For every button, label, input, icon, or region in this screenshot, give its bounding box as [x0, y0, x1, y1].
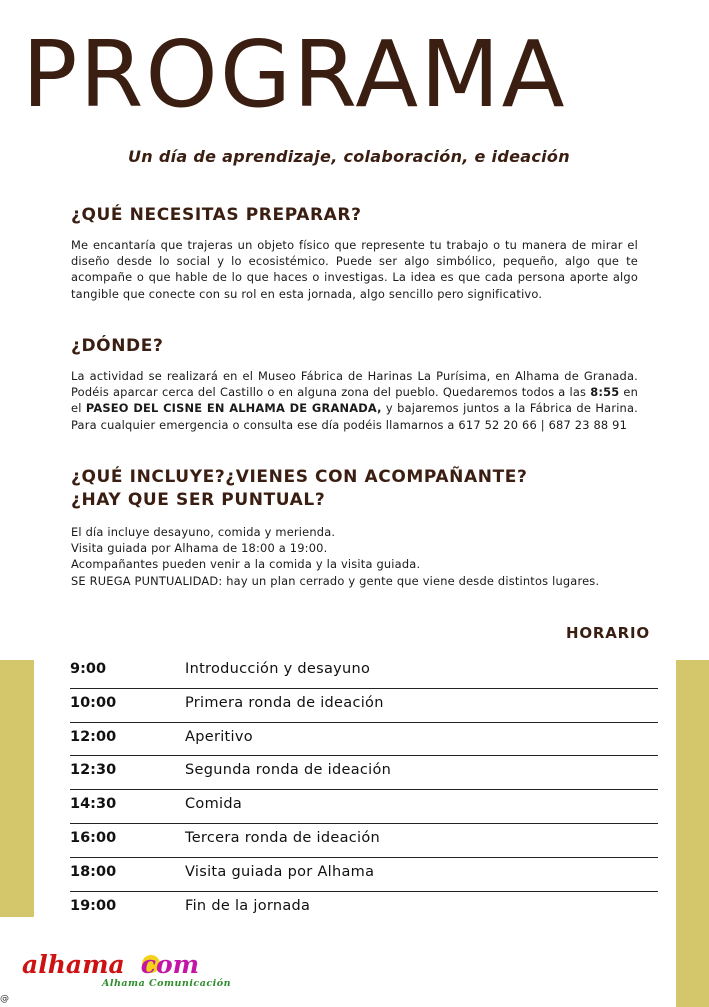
page-title: PROGRAMA [22, 21, 567, 128]
donde-text-3: y bajaremos juntos a la Fábrica de Harina. Para cualquier emergencia o consulta ese día podéis llamarnos a [71, 401, 638, 432]
schedule-row [70, 689, 658, 723]
schedule-time: 12:30 [70, 762, 117, 779]
decorative-bar-left [0, 660, 34, 917]
schedule-activity: Tercera ronda de ideación [185, 829, 381, 846]
section-donde [71, 335, 638, 433]
schedule-time: 10:00 [70, 694, 117, 711]
page-subtitle: Un día de aprendizaje, colaboración, e ideación [128, 147, 570, 166]
schedule-time: 16:00 [70, 829, 117, 846]
schedule-time: 9:00 [70, 661, 107, 677]
logo-part-com: com [140, 950, 200, 979]
contact-phones: 617 52 20 66 | 687 23 88 91 [458, 417, 628, 432]
logo-wordmark [22, 950, 199, 980]
schedule-row [70, 723, 658, 757]
schedule-time: 14:30 [70, 796, 117, 813]
schedule-activity: Introducción y desayuno [185, 661, 371, 677]
decorative-bar-right [676, 660, 709, 1007]
section-text-preparar: Me encantaría que trajeras un objeto físico que represente tu trabajo o tu manera de mirar el diseño desde lo social y lo ecosistémico. Puede ser algo simbólico, pequeño, algo que te acompañe o que hable de lo que haces o investigas. La idea es que cada persona aporte algo tangible que conecte con su rol en esta jornada, algo sencillo pero significativo. [71, 238, 638, 301]
schedule-row [70, 858, 658, 892]
schedule-activity: Primera ronda de ideación [185, 694, 384, 711]
incluye-line: Visita guiada por Alhama de 18:00 a 19:00. [71, 541, 328, 556]
section-heading-preparar: ¿QUÉ NECESITAS PREPARAR? [71, 205, 362, 225]
logo-tagline: Alhama Comunicación [102, 978, 232, 989]
schedule-activity: Aperitivo [185, 728, 253, 745]
schedule-row [70, 655, 658, 689]
incluye-line: Acompañantes pueden venir a la comida y la visita guiada. [71, 557, 421, 572]
schedule-row [70, 790, 658, 824]
alhama-logo [22, 950, 242, 995]
schedule-time: 12:00 [70, 728, 117, 745]
schedule-time: 19:00 [70, 897, 117, 914]
schedule-table [70, 655, 658, 925]
logo-part-alhama: alhama [22, 950, 125, 979]
section-incluye [71, 466, 638, 589]
meeting-place: PASEO DEL CISNE EN ALHAMA DE GRANADA, [85, 401, 382, 416]
horario-title: HORARIO [566, 624, 650, 642]
corner-mark: @ [0, 994, 9, 1004]
meeting-time: 8:55 [590, 385, 620, 400]
donde-text-2: en el [71, 385, 638, 416]
schedule-activity: Fin de la jornada [185, 897, 311, 914]
incluye-line: SE RUEGA PUNTUALIDAD: hay un plan cerrado y gente que viene desde distintos lugares. [71, 573, 600, 588]
schedule-row [70, 824, 658, 858]
section-text-donde [71, 368, 638, 433]
schedule-activity: Segunda ronda de ideación [185, 762, 392, 779]
donde-text-1: La actividad se realizará en el Museo Fábrica de Harinas La Purísima, en Alhama de Granada. Podéis aparcar cerca del Castillo o en alguna zona del pueblo. Quedaremos todos a las [71, 369, 638, 400]
schedule-activity: Comida [185, 796, 243, 813]
section-preparar [71, 204, 638, 302]
schedule-row [70, 892, 658, 926]
schedule-time: 18:00 [70, 863, 117, 880]
heading-incluye-line-1: ¿QUÉ INCLUYE?¿VIENES CON ACOMPAÑANTE? [71, 467, 528, 487]
section-heading-incluye [71, 466, 638, 512]
heading-incluye-line-2: ¿HAY QUE SER PUNTUAL? [71, 490, 326, 510]
incluye-line: El día incluye desayuno, comida y merienda. [71, 525, 336, 539]
schedule-row [70, 756, 658, 790]
schedule-activity: Visita guiada por Alhama [185, 863, 375, 880]
section-text-incluye [71, 524, 638, 589]
section-heading-donde: ¿DÓNDE? [71, 336, 164, 356]
